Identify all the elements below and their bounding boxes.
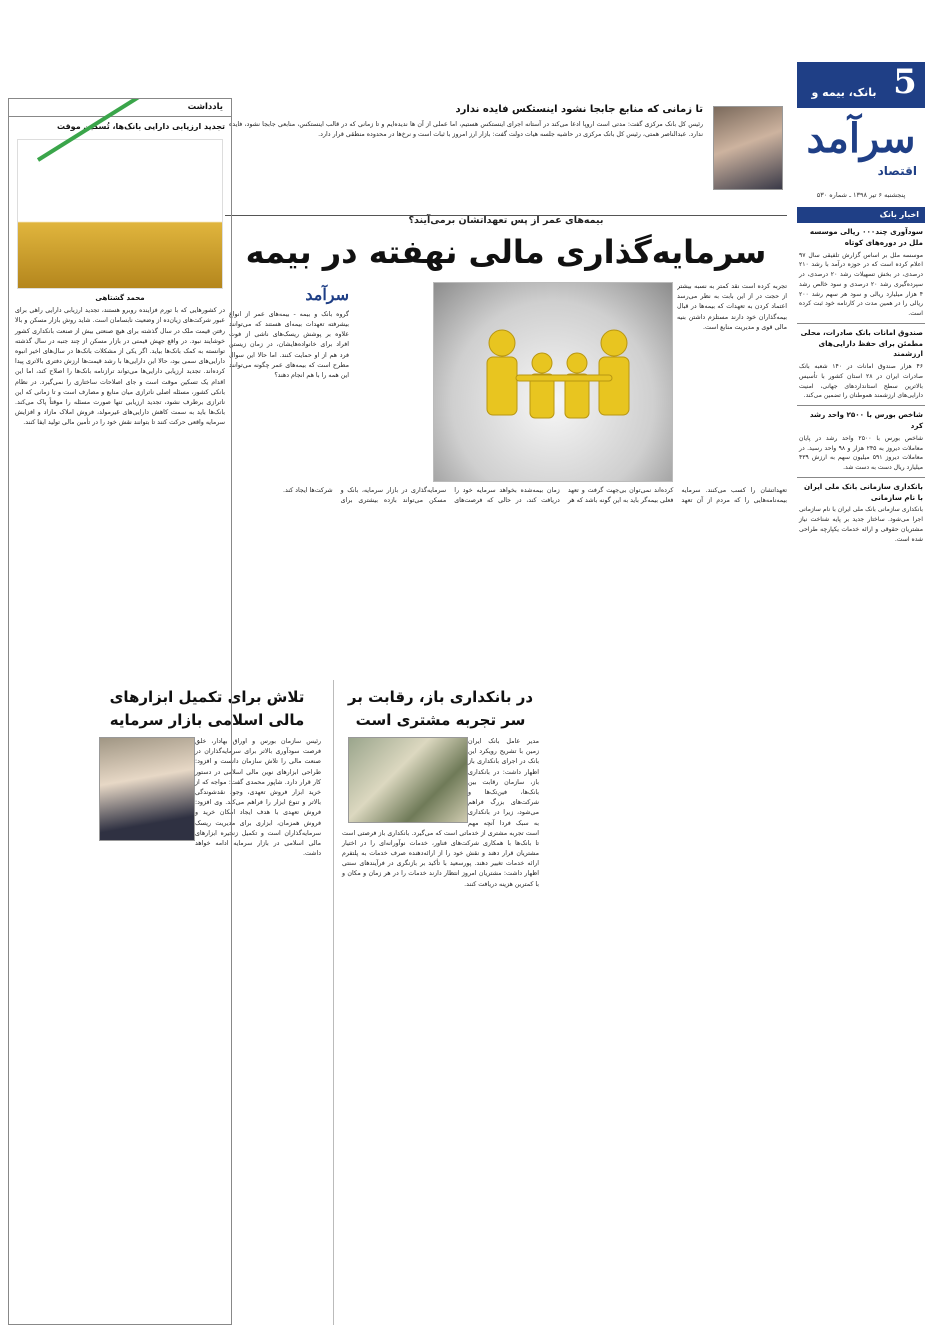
top-story-title: تا زمانی که منابع جابجا نشود اینستکس فایده ندارد (455, 104, 703, 115)
news-body: شاخص بورس با ۲۵۰۰ واحد رشد در پایان معاملات دیروز به ۲۴۵ هزار و ۹۸ واحد رسید. در معاملات دیروز ۵۹۱ میلیون سهم به ارزش ۴۳۹ میلیارد ریال دست به دست شد. (799, 434, 924, 472)
paper-family-icon (433, 283, 672, 482)
news-title: صندوق امانات بانک صادرات، محلی مطمئن برای حفظ دارایی‌های ارزشمند (800, 327, 923, 359)
family-cutout-photo (433, 282, 673, 482)
story-body: مدیر عامل بانک ایران زمین با تشریح رویکرد این بانک در اجرای بانکداری باز اظهار داشت: در بانکداری باز، سازمان رقابت بین بانک‌ها، فین‌تک‌ها و شرکت‌های بزرگ فراهم می‌شود، زیرا در بانکداری به سبک فردا آنچه مهم است تجربه مشتری از خدماتی است که می‌گیرد. بانکداری باز فرصتی است تا بانک‌ها با همکاری شرکت‌های فناور، خدمات نوآورانه‌ای را در اختیار مشتریان قرار دهند و نقش خود را از ارائه‌دهنده صرف خدمات به پلتفرم ارائه خدمات تغییر دهند. پورسعید با تأکید بر بازنگری در فرآیندهای سنتی اظهار داشت: مشتریان امروز انتظار دارند خدمات را در هر زمان و مکان و با کمترین هزینه دریافت کنند. (342, 738, 539, 888)
news-column-heading: اخبار بانک (797, 207, 925, 223)
note-author: محمد گشتاهی (95, 294, 145, 303)
main-article-text: گروه بانک و بیمه - بیمه‌های عمر از انواع بیشرفته تعهدات بیمه‌ای هستند که می‌توانند علاوه بر پوشش ریسک‌های ناشی از فوت افراد برای خانواده‌هایشان، در زمان زیستن فرد هم از او حمایت کنند. اما حالا این سوال مطرح است که بیمه‌های عمر چگونه می‌توانند این همه را با هم انجام دهند؟ (229, 310, 349, 380)
news-body: ۴۶ هزار صندوق امانات در ۱۴۰ شعبه بانک صادرات ایران در ۲۸ استان کشور با تأسیس بالاترین سطح استانداردهای جهانی، امنیت دارایی‌های ارزشمند هموطنان را تضمین می‌کند. (799, 363, 923, 400)
section-label: بانک، بیمه و بورس (811, 86, 877, 117)
issue-date: پنجشنبه ۶ تیر ۱۳۹۸ ـ شماره ۵۳۰ (816, 191, 906, 199)
news-title: سودآوری چند۰۰۰ ریالی موسسه ملل در دوره‌های کوتاه (809, 227, 923, 247)
money-photo (348, 737, 468, 823)
main-headline: سرمایه‌گذاری مالی نهفته در بیمه (245, 233, 767, 271)
news-item (797, 227, 925, 319)
newspaper-logo (797, 110, 925, 190)
coins-growth-image (17, 139, 223, 289)
story-body: رئیس سازمان بورس و اوراق بهادار، خلق فرصت سودآوری بالاتر برای سرمایه‌گذاران در صنعت مالی را تلاش سازمان دانست و افزود: طراحی ابزارهای نوین مالی اسلامی در دستور کار قرار دارد. شاپور محمدی گفت: مواجه که از خرید ابزار فروش تعهدی، وجود نقدشوندگی بالاتر و تنوع ابزار را فراهم می‌کند. وی افزود: فروش تعهدی با هدف ایجاد امکان خرید و فروش همزمان، ابزاری برای مدیریت ریسک سرمایه‌گذاران است و تکمیل زنجیره ابزارهای مالی اسلامی در بازار سرمایه ادامه خواهد داشت. (195, 738, 321, 858)
news-body: موسسه ملل بر اساس گزارش تلفیقی سال ۹۷ اعلام کرده است که در حوزه درآمد با رشد ۲۱۰ درصدی، در بخش تسهیلات رشد ۲۰ درصدی، در سپرده‌گیری رشد ۲۰ درصدی و سود خالص رشد ۴ هزار میلیارد ریالی و سود هر سهم رشد ۲۰۰ ریالی را در همین مدت در کارنامه خود ثبت کرده است. (799, 251, 923, 318)
top-story (225, 98, 787, 216)
news-item (797, 410, 925, 473)
divider (797, 323, 925, 324)
open-banking-story (333, 680, 547, 1325)
news-body: بانکداری سازمانی بانک ملی ایران با نام سازمانی اجرا می‌شود. ساختار جدید بر پایه شناخت نیاز مشتریان حقوقی و ارائه خدمات یکپارچه طراحی شده است. (799, 506, 923, 543)
main-article-text: تعهداتشان را کسب می‌کنند. سرمایه بیمه‌نامه‌هایی را که مردم از آن تعهد کرده‌اند نمی‌توان بی‌جهت گرفت و تعهد فعلی بیمه‌گر باید به این گونه باشد که هر زمان بیمه‌شده بخواهد سرمایه خود را دریافت کند، در حالی که فرصت‌های سرمایه‌گذاری در بازار سرمایه، بانک و مسکن می‌تواند بازده بیشتری برای شرکت‌ها ایجاد کند. (282, 487, 787, 505)
main-article-continued (227, 486, 787, 676)
note-title: تجدید ارزیابی دارایی بانک‌ها، تُسکین موقت (56, 122, 225, 131)
news-column (797, 207, 925, 1325)
news-title: بانکداری سازمانی بانک ملی ایران با نام سازمانی (804, 481, 923, 502)
news-title: شاخص بورس با ۲۵۰۰ واحد رشد کرد (809, 410, 923, 431)
note-heading: یادداشت (9, 99, 231, 117)
logo-text: سرآمد (806, 115, 916, 162)
note-body: در کشورهایی که با تورم فزاینده روبرو هستند، تجدید ارزیابی دارایی راهی برای عبور شرکت‌های زیان‌ده از وضعیت نابسامان است. شاید روش بازار مسکن و بالا رفتن قیمت ملک در سال گذشته برای هیچ صنعتی بیش از صنعت بانکداری کشور خوشایند نبود. در واقع جهش قیمتی در بازار مسکن از چند جنبه در سال گذشته توانسته به کمک بانک‌ها بیاید. اگر یکی از مشکلات بانک‌ها در سال‌های اخیر انبوه دارایی‌های سمی بود، حالا این دارایی‌ها با رشد قیمت‌ها ارزش دفتری بالاتری پیدا کرده‌اند. تجدید ارزیابی دارایی‌ها می‌تواند ترازنامه بانک‌ها را اصلاح کند، اما این اقدام یک تسکین موقت است و جای اصلاحات ساختاری را نمی‌گیرد. در نظام بانکی کشور، مسئله اصلی ناترازی میان منابع و مصارف است و تا زمانی که این ناترازی برطرف نشود، تجدید ارزیابی تنها صورت مسئله را موقتاً پاک می‌کند. بانک‌ها باید به سمت کاهش دارایی‌های غیرمولد، فروش املاک مازاد و افزایش سرمایه واقعی حرکت کنند تا بتوانند نقش خود را در تأمین مالی تولید ایفا کنند. (15, 307, 225, 427)
story-title: تلاش برای تکمیل ابزارهای مالی اسلامی بازار سرمایه (109, 688, 305, 729)
news-item (797, 482, 925, 545)
main-article-text: تجربه کرده است نقد کمتر به نسبه بیشتر از حجت در از این بابت به نظر می‌رسد اعتماد کردن به تعهدات که بیمه‌ها در قبال بیمه‌گذاران خود دارند مستلزم داشتن بنیه مالی قوی و مدیریت منابع است. (677, 283, 787, 331)
divider (797, 477, 925, 478)
story-title: در بانکداری باز، رقابت بر سر تجربه مشتری است (347, 688, 534, 729)
divider (797, 405, 925, 406)
portrait-photo (713, 106, 783, 190)
news-item (797, 328, 925, 401)
headline-kicker: بیمه‌های عمر از پس تعهداتشان برمی‌آیند؟ (408, 215, 604, 226)
logo-subtext: اقتصاد (877, 164, 917, 178)
byline-logo: سرآمد (305, 285, 349, 304)
editorial-note-column (8, 98, 232, 1325)
top-story-body: رئیس کل بانک مرکزی گفت: مدتی است اروپا ادعا می‌کند در آستانه اجرای اینستکس هستیم، اما عملی از آن ها ندیده‌ایم و تا زمانی که در قالب اینستکس، منابعی جابجا نشود، فایده ندارد. عبدالناصر همتی، رئیس کل بانک مرکزی در حاشیه جلسه هیات دولت گفت: بازار ارز امروز با ثبات است و نرخ‌ها در محدوده منطقی قرار دارد. (229, 121, 703, 139)
page-number: 5 (893, 62, 917, 102)
